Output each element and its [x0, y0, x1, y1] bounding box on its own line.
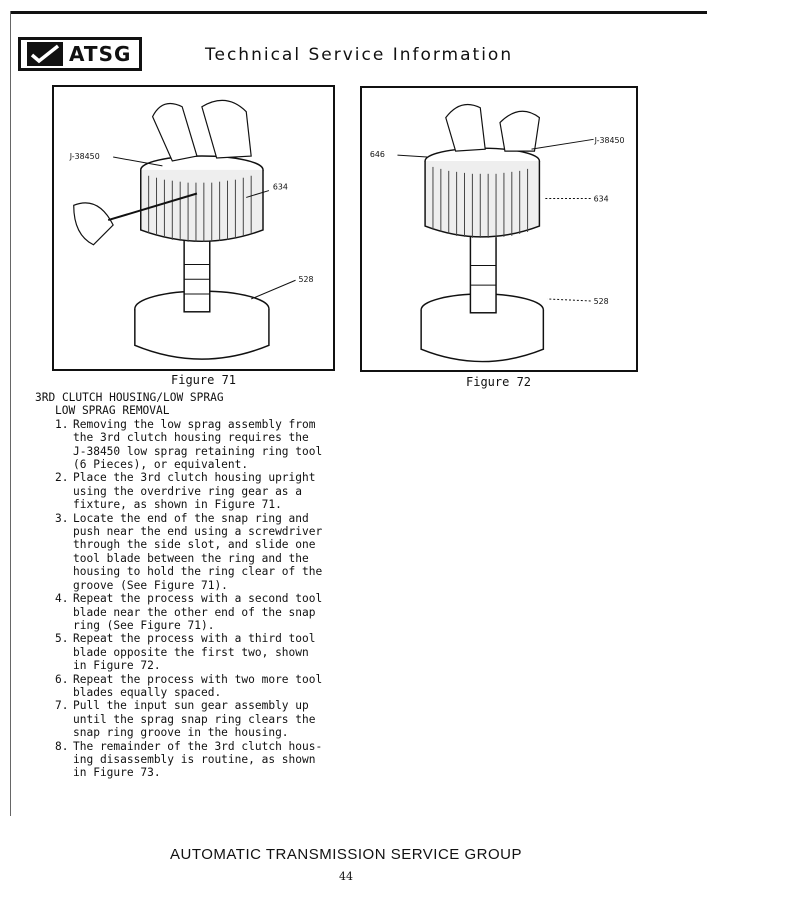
label-ring-646: 646 — [369, 150, 385, 160]
step-text — [73, 592, 335, 632]
step-line: Locate the end of the snap ring and — [73, 511, 309, 525]
step-text — [73, 740, 335, 780]
label-housing-634: 634 — [593, 194, 609, 204]
label-tool-j38450: J-38450 — [594, 136, 625, 146]
step-line: through the side slot, and slide one — [73, 538, 316, 552]
logo-text: ATSG — [69, 42, 132, 66]
step-line: snap ring groove in the housing. — [73, 726, 289, 740]
step-line: (6 Pieces), or equivalent. — [73, 458, 249, 472]
step-line: fixture, as shown in Figure 71. — [73, 498, 282, 512]
step-line: Removing the low sprag assembly from — [73, 417, 316, 431]
step-line: The remainder of the 3rd clutch hous- — [73, 739, 323, 753]
step-text — [73, 471, 335, 511]
step-line: until the sprag snap ring clears the — [73, 712, 316, 726]
section-title: 3RD CLUTCH HOUSING/LOW SPRAG — [35, 391, 224, 404]
step-line: tool blade between the ring and the — [73, 551, 309, 565]
step-text — [73, 632, 335, 672]
step-text — [73, 512, 335, 592]
step-line: ing disassembly is routine, as shown — [73, 752, 316, 766]
step-line: blade opposite the first two, shown — [73, 645, 309, 659]
step-text — [73, 673, 335, 700]
step-item — [35, 418, 335, 472]
step-number: 8. — [55, 739, 69, 753]
step-item — [35, 632, 335, 672]
step-line: using the overdrive ring gear as a — [73, 484, 303, 498]
step-line: blades equally spaced. — [73, 685, 222, 699]
page-number: 44 — [339, 870, 353, 883]
label-tool-j38450: J-38450 — [69, 151, 100, 161]
checkmark-logo-icon — [27, 42, 63, 66]
label-gear-528: 528 — [593, 296, 609, 306]
clutch-housing-drawing-71 — [54, 87, 333, 369]
step-line: Place the 3rd clutch housing upright — [73, 471, 316, 485]
step-number: 5. — [55, 632, 69, 646]
step-line: J-38450 low sprag retaining ring tool — [73, 444, 323, 458]
step-line: in Figure 73. — [73, 766, 161, 780]
figure-72-caption: Figure 72 — [466, 375, 532, 389]
step-item — [35, 673, 335, 700]
step-line: Repeat the process with two more tool — [73, 672, 323, 686]
step-line: Repeat the process with a third tool — [73, 632, 316, 646]
step-line: in Figure 72. — [73, 659, 161, 673]
top-rule — [10, 11, 707, 14]
step-line: Pull the input sun gear assembly up — [73, 699, 309, 713]
figure-72-illustration — [360, 86, 638, 372]
step-number: 6. — [55, 672, 69, 686]
step-item — [35, 699, 335, 739]
step-text — [73, 699, 335, 739]
figure-71-caption: Figure 71 — [171, 373, 237, 387]
atsg-logo — [18, 37, 142, 71]
step-item — [35, 740, 335, 780]
clutch-housing-drawing-72 — [362, 88, 636, 370]
steps-list — [35, 418, 335, 780]
step-number: 2. — [55, 471, 69, 485]
step-number: 3. — [55, 511, 69, 525]
step-item — [35, 592, 335, 632]
label-gear-528: 528 — [298, 275, 314, 285]
step-line: push near the end using a screwdriver — [73, 525, 323, 539]
step-line: ring (See Figure 71). — [73, 618, 215, 632]
step-line: Repeat the process with a second tool — [73, 592, 323, 606]
step-item — [35, 471, 335, 511]
section-subtitle: LOW SPRAG REMOVAL — [55, 404, 170, 418]
instructions-section — [35, 391, 335, 780]
step-number: 4. — [55, 592, 69, 606]
step-number: 7. — [55, 699, 69, 713]
step-line: housing to hold the ring clear of the — [73, 565, 323, 579]
step-line: blade near the other end of the snap — [73, 605, 316, 619]
footer-title: AUTOMATIC TRANSMISSION SERVICE GROUP — [170, 846, 522, 863]
step-text — [73, 418, 335, 472]
step-number: 1. — [55, 417, 69, 431]
left-margin-rule — [10, 11, 11, 816]
page-header-title: Technical Service Information — [205, 45, 514, 65]
figure-71-illustration — [52, 85, 335, 371]
label-housing-634: 634 — [272, 182, 288, 192]
step-line: groove (See Figure 71). — [73, 578, 228, 592]
step-line: the 3rd clutch housing requires the — [73, 431, 309, 445]
step-item — [35, 512, 335, 592]
